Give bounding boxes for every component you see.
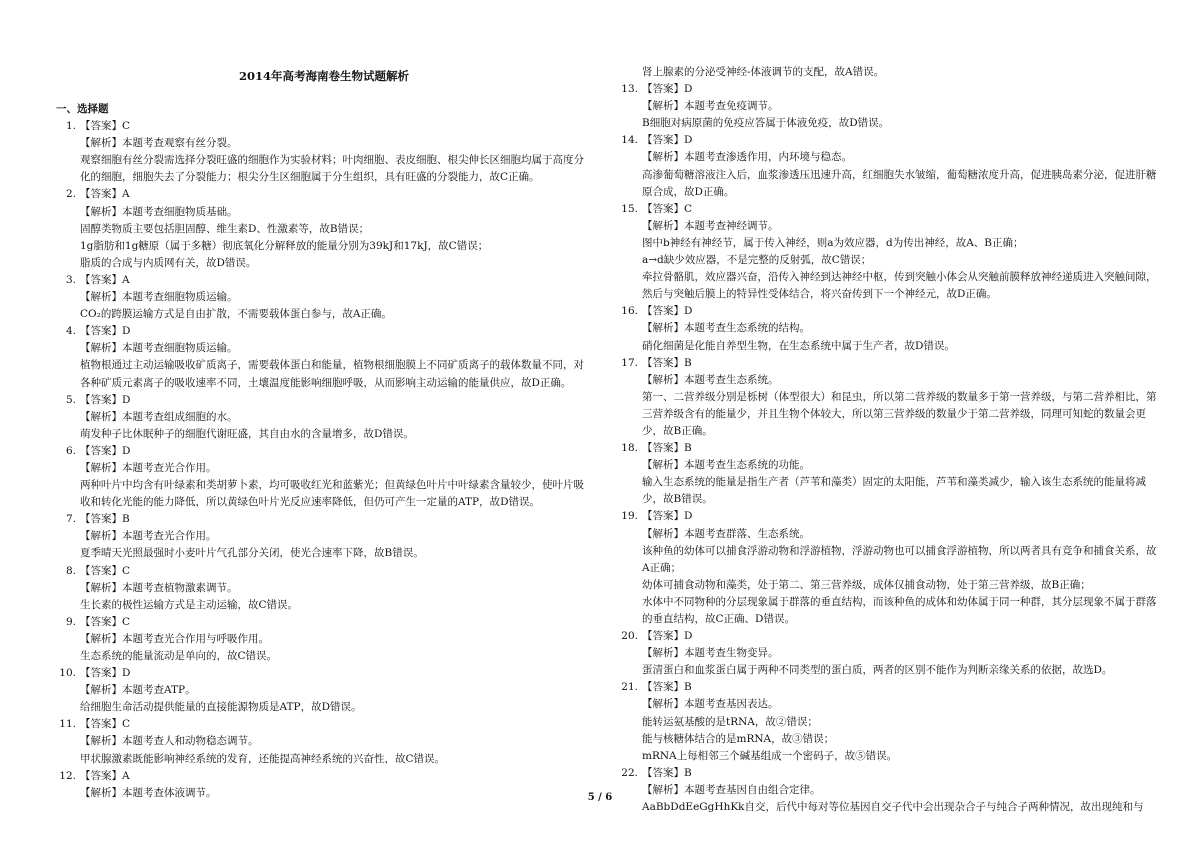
analysis-label: 【解析】本题考查组成细胞的水。 — [80, 410, 238, 423]
answer-row — [56, 392, 592, 409]
question-number: 4. — [65, 325, 76, 338]
analysis-label: 【解析】本题考查光合作用。 — [80, 530, 217, 543]
question-number: 12. — [59, 769, 76, 782]
analysis-label: 【解析】本题考查生态系统的结构。 — [642, 322, 810, 335]
question-number: 18. — [621, 442, 638, 455]
question-item — [618, 765, 1158, 816]
answer-label: 【答案】D — [80, 667, 131, 680]
question-number: 9. — [65, 615, 76, 628]
explanation-text: 萌发种子比休眠种子的细胞代谢旺盛，其自由水的含量增多，故D错误。 — [80, 427, 414, 440]
explanation-text: mRNA上每相邻三个碱基组成一个密码子，故⑤错误。 — [642, 749, 898, 762]
analysis-label: 【解析】本题考查光合作用。 — [80, 461, 217, 474]
answer-row — [56, 563, 592, 580]
answer-label: 【答案】C — [80, 718, 131, 731]
question-number: 1. — [65, 120, 76, 133]
explanation-text: a→d缺少效应器，不是完整的反射弧，故C错误； — [642, 254, 872, 267]
answer-label: 【答案】A — [80, 188, 130, 201]
explanation-text: 该种鱼的幼体可以捕食浮游动物和浮游植物，浮游动物也可以捕食浮游植物，所以两者具有竞争和捕食关系，故A正确； — [642, 544, 1157, 574]
question-item — [618, 201, 1158, 304]
question-number: 3. — [65, 273, 76, 286]
explanation-text: 第一、二营养级分别是栎树（体型很大）和昆虫，所以第二营养级的数量多于第一营养级，与第二营养相比，第三营养级含有的能量少，并且生物个体较大，所以第三营养级的数量少于第二营养级，同理可知蛇的数量会更少，故B正确。 — [642, 390, 1157, 437]
answer-label: 【答案】A — [80, 769, 130, 782]
analysis-label: 【解析】本题考查群落、生态系统。 — [642, 527, 810, 540]
continued-text: 肾上腺素的分泌受神经-体液调节的支配，故A错误。 — [642, 66, 885, 78]
question-number: 2. — [65, 188, 76, 201]
explanation-text: 1g脂肪和1g糖原（属于多糖）彻底氧化分解释放的能量分别为39kJ和17kJ，故C错误； — [80, 239, 489, 252]
question-item — [56, 392, 592, 443]
analysis-label: 【解析】本题考查生物变异。 — [642, 647, 779, 660]
answer-label: 【答案】D — [642, 83, 693, 96]
explanation-text: 生态系统的能量流动是单向的，故C错误。 — [80, 650, 278, 662]
explanation-text: 生长素的极性运输方式是主动运输，故C错误。 — [80, 598, 299, 611]
question-item — [618, 81, 1158, 132]
answer-label: 【答案】D — [80, 444, 131, 457]
explanation-text: 牵拉骨骼肌，效应器兴奋，沿传入神经到达神经中枢，传到突触小体会从突触前膜释放神经递质进入突触间隙，然后与突触后膜上的特异性受体结合，将兴奋传到下一个神经元，故D正确。 — [642, 271, 1157, 301]
analysis-label: 【解析】本题考查细胞物质运输。 — [80, 342, 238, 355]
answer-label: 【答案】B — [642, 766, 692, 779]
answer-row — [56, 118, 592, 135]
question-number: 5. — [65, 393, 76, 406]
answer-label: 【答案】C — [80, 120, 131, 133]
analysis-label: 【解析】本题考查神经调节。 — [642, 219, 779, 232]
answer-row — [56, 186, 592, 203]
answer-label: 【答案】D — [80, 393, 131, 406]
question-number: 21. — [621, 681, 638, 694]
answer-row — [56, 443, 592, 460]
answer-row — [618, 303, 1158, 320]
analysis-label: 【解析】本题考查生态系统的功能。 — [642, 459, 810, 472]
analysis-label: 【解析】本题考查基因自由组合定律。 — [642, 783, 821, 796]
answer-row — [56, 272, 592, 289]
analysis-label: 【解析】本题考查ATP。 — [80, 684, 196, 697]
explanation-text: 输入生态系统的能量是指生产者（芦苇和藻类）固定的太阳能，芦苇和藻类减少，输入该生态系统的能量将减少，故B错误。 — [642, 476, 1146, 506]
question-item — [56, 186, 592, 271]
answer-row — [618, 201, 1158, 218]
answer-row — [618, 679, 1158, 696]
question-item — [618, 303, 1158, 354]
question-number: 20. — [621, 630, 638, 643]
answer-row — [618, 765, 1158, 782]
right-column — [618, 0, 1158, 816]
question-number: 15. — [621, 202, 638, 215]
question-item — [618, 355, 1158, 440]
explanation-text: 植物根通过主动运输吸收矿质离子，需要载体蛋白和能量，植物根细胞膜上不同矿质离子的载体数量不同，对各种矿质元素离子的吸收速率不同，土壤温度能影响细胞呼吸，从而影响主动运输的能量供应，故D正确。 — [80, 359, 584, 389]
answer-label: 【答案】C — [80, 615, 131, 628]
answer-label: 【答案】D — [80, 325, 131, 338]
explanation-text: 高渗葡萄糖溶液注入后，血浆渗透压迅速升高，红细胞失水皱缩，葡萄糖浓度升高，促进胰岛素分泌，促进肝糖原合成，故D正确。 — [642, 168, 1157, 198]
question-item — [56, 511, 592, 562]
explanation-text: 夏季晴天光照最强时小麦叶片气孔部分关闭，使光合速率下降，故B错误。 — [80, 547, 424, 560]
explanation-text: AaBbDdEeGgHhKk自交，后代中每对等位基因自交子代中会出现杂合子与纯合子两种情况，故出现纯和与 — [642, 801, 1144, 814]
answer-row — [56, 768, 592, 785]
explanation-text: 蛋清蛋白和血浆蛋白属于两种不同类型的蛋白质，两者的区别不能作为判断亲缘关系的依据，故选D。 — [642, 664, 1113, 677]
explanation-text: 硝化细菌是化能自养型生物，在生态系统中属于生产者，故D错误。 — [642, 339, 955, 352]
answer-row — [618, 355, 1158, 372]
document-title: 2014年高考海南卷生物试题解析 — [238, 69, 409, 83]
question-number: 22. — [621, 766, 638, 779]
question-item — [56, 614, 592, 665]
answer-row — [618, 440, 1158, 457]
analysis-label: 【解析】本题考查生态系统。 — [642, 373, 779, 386]
question-number: 11. — [59, 718, 76, 731]
analysis-label: 【解析】本题考查光合作用与呼吸作用。 — [80, 632, 269, 645]
answer-label: 【答案】D — [642, 305, 693, 318]
question-item — [618, 628, 1158, 679]
question-item — [618, 132, 1158, 200]
answer-label: 【答案】C — [80, 564, 131, 577]
answer-label: 【答案】B — [642, 681, 692, 694]
explanation-text: 水体中不同物种的分层现象属于群落的垂直结构，而该种鱼的成体和幼体属于同一种群，其分层现象不属于群落的垂直结构，故C正确、D错误。 — [642, 595, 1157, 625]
analysis-label: 【解析】本题考查植物激素调节。 — [80, 581, 238, 594]
analysis-label: 【解析】本题考查人和动物稳态调节。 — [80, 735, 259, 748]
answer-row — [618, 132, 1158, 149]
question-item — [56, 323, 592, 391]
left-column — [56, 0, 592, 802]
question-item — [56, 272, 592, 323]
explanation-text: 能转运氨基酸的是tRNA，故②错误； — [642, 715, 818, 728]
analysis-label: 【解析】本题考查免疫调节。 — [642, 100, 779, 113]
question-number: 7. — [65, 513, 76, 526]
answer-label: 【答案】B — [642, 356, 692, 369]
answer-row — [56, 323, 592, 340]
answer-row — [56, 716, 592, 733]
question-number: 6. — [65, 444, 76, 457]
answer-label: 【答案】B — [80, 513, 130, 526]
explanation-text: CO₂的跨膜运输方式是自由扩散，不需要载体蛋白参与，故A正确。 — [80, 308, 392, 321]
analysis-label: 【解析】本题考查细胞物质基础。 — [80, 205, 238, 218]
explanation-text: 固醇类物质主要包括胆固醇、维生素D、性激素等，故B错误； — [80, 222, 370, 235]
question-item — [618, 679, 1158, 764]
answer-label: 【答案】D — [642, 134, 693, 147]
left-question-list — [56, 118, 592, 802]
question-number: 19. — [621, 510, 638, 523]
explanation-text: 幼体可捕食动物和藻类，处于第二、第三营养级，成体仅捕食动物，处于第三营养级，故B正确； — [642, 578, 1091, 591]
answer-row — [56, 511, 592, 528]
explanation-text: 观察细胞有丝分裂需选择分裂旺盛的细胞作为实验材料；叶肉细胞、表皮细胞、根尖伸长区细胞均属于高度分化的细胞，细胞失去了分裂能力；根尖分生区细胞属于分生组织，具有旺盛的分裂能力，故C正确。 — [80, 154, 584, 184]
page-number: 5 / 6 — [587, 792, 613, 803]
question-item — [56, 665, 592, 716]
section-title: 一、选择题 — [56, 103, 109, 115]
answer-label: 【答案】D — [642, 510, 693, 523]
analysis-label: 【解析】本题考查体液调节。 — [80, 786, 217, 799]
question-item — [56, 563, 592, 614]
explanation-text: 能与核糖体结合的是mRNA，故③错误； — [642, 732, 835, 745]
question-number: 8. — [65, 564, 76, 577]
question-item — [56, 716, 592, 767]
explanation-text: 图中b神经有神经节，属于传入神经，则a为效应器，d为传出神经，故A、B正确； — [642, 236, 1024, 249]
answer-label: 【答案】B — [642, 442, 692, 455]
right-question-list — [618, 81, 1158, 816]
question-number: 16. — [621, 305, 638, 318]
answer-label: 【答案】A — [80, 273, 130, 286]
question-item — [618, 440, 1158, 508]
answer-row — [56, 614, 592, 631]
answer-row — [618, 628, 1158, 645]
answer-label: 【答案】C — [642, 202, 693, 215]
answer-row — [56, 665, 592, 682]
analysis-label: 【解析】本题考查观察有丝分裂。 — [80, 137, 238, 150]
explanation-text: 两种叶片中均含有叶绿素和类胡萝卜素，均可吸收红光和蓝紫光；但黄绿色叶片中叶绿素含量较少，使叶片吸收和转化光能的能力降低，所以黄绿色叶片光反应速率降低，但仍可产生一定量的ATP，故D错误。 — [80, 479, 584, 509]
question-item — [56, 118, 592, 186]
explanation-text: B细胞对病原菌的免疫应答属于体液免疫，故D错误。 — [642, 117, 890, 130]
analysis-label: 【解析】本题考查细胞物质运输。 — [80, 291, 238, 304]
question-number: 14. — [621, 134, 638, 147]
analysis-label: 【解析】本题考查渗透作用，内环境与稳态。 — [642, 151, 852, 164]
analysis-label: 【解析】本题考查基因表达。 — [642, 698, 779, 711]
question-item — [56, 443, 592, 511]
answer-row — [618, 508, 1158, 525]
explanation-text: 甲状腺激素既能影响神经系统的发育，还能提高神经系统的兴奋性，故C错误。 — [80, 752, 446, 765]
question-item — [618, 508, 1158, 628]
question-number: 10. — [59, 667, 76, 680]
question-number: 13. — [621, 83, 638, 96]
explanation-text: 脂质的合成与内质网有关，故D错误。 — [80, 256, 257, 269]
explanation-text: 给细胞生命活动提供能量的直接能源物质是ATP，故D错误。 — [80, 701, 362, 714]
answer-label: 【答案】D — [642, 630, 693, 643]
question-number: 17. — [621, 356, 638, 369]
answer-row — [618, 81, 1158, 98]
